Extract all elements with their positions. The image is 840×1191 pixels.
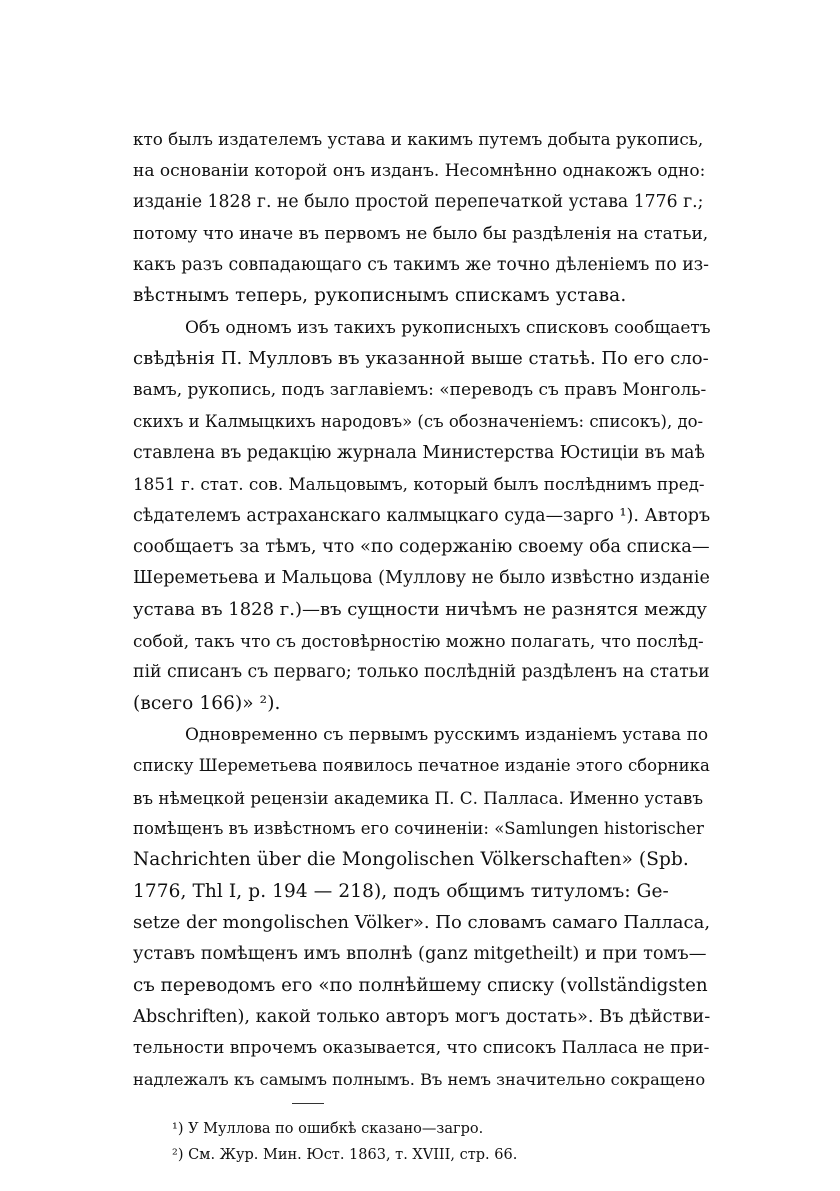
body-line: Шереметьева и Мальцова (Муллову не было извѣстно изданіе (133, 568, 710, 588)
body-line: на основаніи которой онъ изданъ. Несомнѣнно однакожъ одно: (133, 161, 706, 181)
body-line: Nachrichten über die Mongolischen Völkerschaften» (Spb. (133, 849, 689, 870)
body-line: помѣщенъ въ извѣстномъ его сочиненіи: «Samlungen historischer (133, 819, 704, 838)
body-line: вамъ, рукопись, подъ заглавіемъ: «переводъ съ правъ Монголь- (133, 380, 707, 400)
body-line: Abschriften), какой только авторъ могъ достать». Въ дѣйстви- (133, 1007, 711, 1027)
body-line: какъ разъ совпадающаго съ такимъ же точно дѣленіемъ по из- (133, 255, 709, 275)
body-line: 1851 г. стат. сов. Мальцовымъ, который былъ послѣднимъ пред- (133, 474, 705, 494)
body-line: сѣдателемъ астраханскаго калмыцкаго суда—зарго ¹). Авторъ (133, 506, 711, 526)
body-line: Одновременно съ первымъ русскимъ изданіемъ устава по (185, 725, 709, 745)
footnote-separator (292, 1103, 324, 1104)
body-line: сообщаетъ за тѣмъ, что «по содержанію своему оба списка— (133, 537, 710, 557)
body-line: тельности впрочемъ оказывается, что списокъ Палласа не при- (133, 1038, 710, 1058)
body-line: вѣстнымъ теперь, рукописнымъ спискамъ устава. (133, 285, 627, 306)
footnote-1: ¹) У Муллова по ошибкѣ сказано—загро. (172, 1121, 484, 1137)
body-line: кто былъ издателемъ устава и какимъ путемъ добыта рукопись, (133, 129, 704, 149)
body-line: уставъ помѣщенъ имъ вполнѣ (ganz mitgetheilt) и при томъ— (133, 944, 707, 964)
body-line: свѣдѣнія П. Мулловъ въ указанной выше статьѣ. По его сло- (133, 348, 709, 369)
footnote-2: ²) См. Жур. Мин. Юст. 1863, т. XVIII, стр. 66. (172, 1147, 518, 1163)
body-line: 1776, Thl I, p. 194 — 218), подъ общимъ титуломъ: Ge- (133, 881, 669, 902)
body-line: (всего 166)» ²). (133, 693, 281, 714)
body-line: Объ одномъ изъ такихъ рукописныхъ списковъ сообщаетъ (185, 318, 711, 338)
body-line: скихъ и Калмыцкихъ народовъ» (съ обозначеніемъ: списокъ), до- (133, 412, 704, 431)
body-line: setze der mongolischen Völker». По словамъ самаго Палласа, (133, 912, 711, 933)
body-line: надлежалъ къ самымъ полнымъ. Въ немъ значительно сокращено (133, 1070, 706, 1089)
body-line: съ переводомъ его «по полнѣйшему списку (vollständigsten (133, 975, 708, 996)
body-line: изданіе 1828 г. не было простой перепечаткой устава 1776 г.; (133, 192, 704, 212)
body-line: собой, такъ что съ достовѣрностію можно полагать, что послѣд- (133, 631, 704, 651)
body-line: устава въ 1828 г.)—въ сущности ничѣмъ не разнятся между (133, 599, 707, 620)
body-line: потому что иначе въ первомъ не было бы раздѣленія на статьи, (133, 224, 709, 244)
body-line: пій списанъ съ перваго; только послѣдній раздѣленъ на статьи (133, 662, 710, 682)
body-line: ставлена въ редакцію журнала Министерства Юстиціи въ маѣ (133, 443, 705, 463)
body-line: списку Шереметьева появилось печатное изданіе этого сборника (133, 756, 710, 775)
body-line: въ нѣмецкой рецензіи академика П. С. Палласа. Именно уставъ (133, 788, 703, 808)
